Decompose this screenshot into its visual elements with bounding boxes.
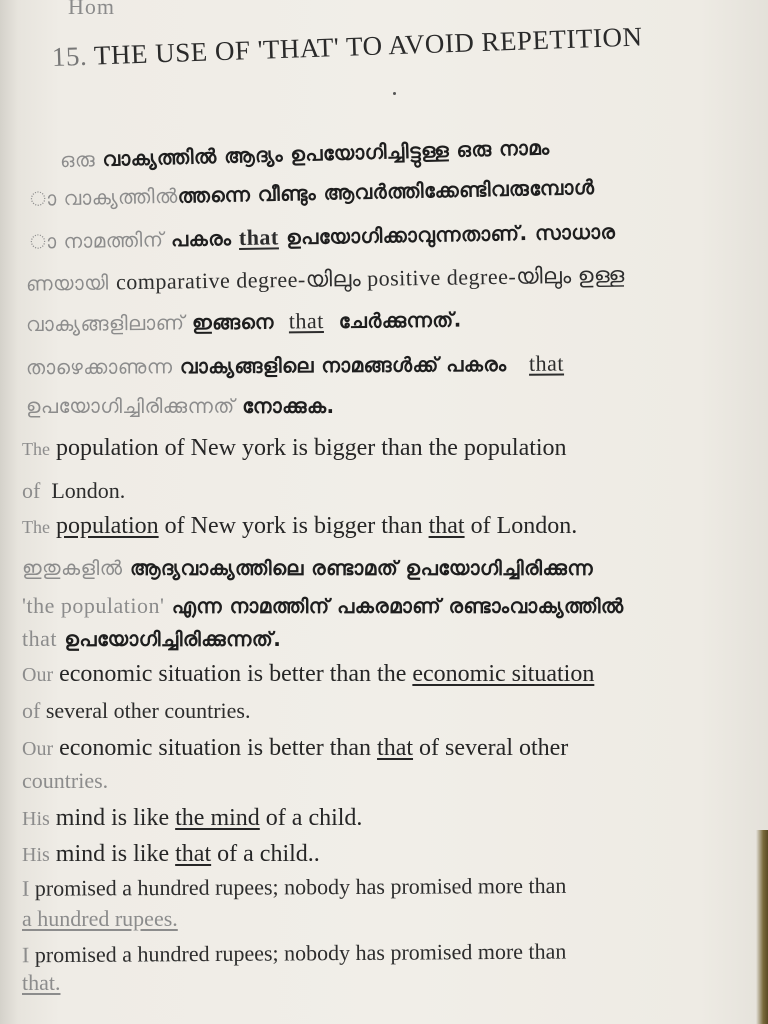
example-5: His mind is like the mind of a child. xyxy=(22,805,363,831)
intro-line-7: ഉപയോഗിച്ചിരിക്കുന്നത് നോക്കുക. xyxy=(26,394,335,418)
note-line-2: 'the population' എന്ന നാമത്തിന് പകരമാണ് രണ്ടാംവാക്യത്തിൽ xyxy=(22,593,624,618)
underlined-that: that xyxy=(428,513,465,539)
example-1-line-2: of London. xyxy=(22,478,126,503)
intro-line-3: ാ നാമത്തിന് പകരം that ഉപയോഗിക്കാവുന്നതാണ്. സാധാര xyxy=(29,219,616,254)
page-edge-shadow xyxy=(756,830,768,1024)
underlined-that: that. xyxy=(22,970,61,995)
example-7-line-2 xyxy=(22,908,178,930)
note-line-3: that ഉപയോഗിച്ചിരിക്കുന്നത്. xyxy=(22,626,282,651)
example-3-line-1: Our economic situation is better than the economic situation xyxy=(22,661,595,687)
example-1-line-1: The population of New york is bigger than the population xyxy=(22,435,567,461)
note-line-1: ഇതുകളിൽ ആദ്യവാക്യത്തിലെ രണ്ടാമത് ഉപയോഗിച്ചിരിക്കുന്ന xyxy=(22,556,594,580)
speck xyxy=(393,92,396,95)
underlined-a-hundred-rupees: a hundred rupees. xyxy=(22,906,178,931)
keyword-that: that xyxy=(238,224,279,251)
section-heading: THE USE OF 'THAT' TO AVOID REPETITION xyxy=(93,21,643,71)
example-8-line-1: I promised a hundred rupees; nobody has promised more than xyxy=(21,938,567,968)
intro-line-2: ാ വാക്യത്തിൽത്തന്നെ വീണ്ടും ആവർത്തിക്കേണ്ടിവരുമ്പോൾ xyxy=(29,174,595,211)
intro-line-4: ണയായി comparative degree-യിലും positive degree-യിലും ഉള്ള xyxy=(25,262,625,296)
section-number: 15. xyxy=(51,40,88,72)
intro-line-6: താഴെക്കാണുന്ന വാക്യങ്ങളിലെ നാമങ്ങൾക്ക് പകരം that xyxy=(25,350,565,380)
example-4-line-1: Our economic situation is better than that of several other xyxy=(22,735,569,761)
underlined-the-mind: the mind xyxy=(175,805,260,831)
underlined-that: that xyxy=(175,841,212,867)
example-4-line-2: countries. xyxy=(22,768,109,793)
example-7-line-1: I promised a hundred rupees; nobody has promised more than xyxy=(21,872,567,901)
intro-line-1: ഒരു വാക്യത്തിൽ ആദ്യം ഉപയോഗിച്ചിട്ടുള്ള ഒരു നാമം xyxy=(59,135,550,173)
keyword-that: that xyxy=(288,308,324,334)
intro-line-5: വാക്യങ്ങളിലാണ് ഇങ്ങനെ that ചേർക്കുന്നത്. xyxy=(25,307,462,337)
keyword-that: that xyxy=(528,350,565,376)
example-6: His mind is like that of a child.. xyxy=(22,841,320,867)
example-2: The population of New york is bigger than that of London. xyxy=(22,513,578,539)
example-3-line-2: of several other countries. xyxy=(22,698,251,723)
example-8-line-2 xyxy=(22,972,61,994)
section-title xyxy=(51,21,652,73)
running-head: Hom xyxy=(68,0,115,19)
underlined-that: that xyxy=(377,735,414,761)
underlined-population: population xyxy=(55,513,159,539)
underlined-economic-situation: economic situation xyxy=(412,661,595,687)
